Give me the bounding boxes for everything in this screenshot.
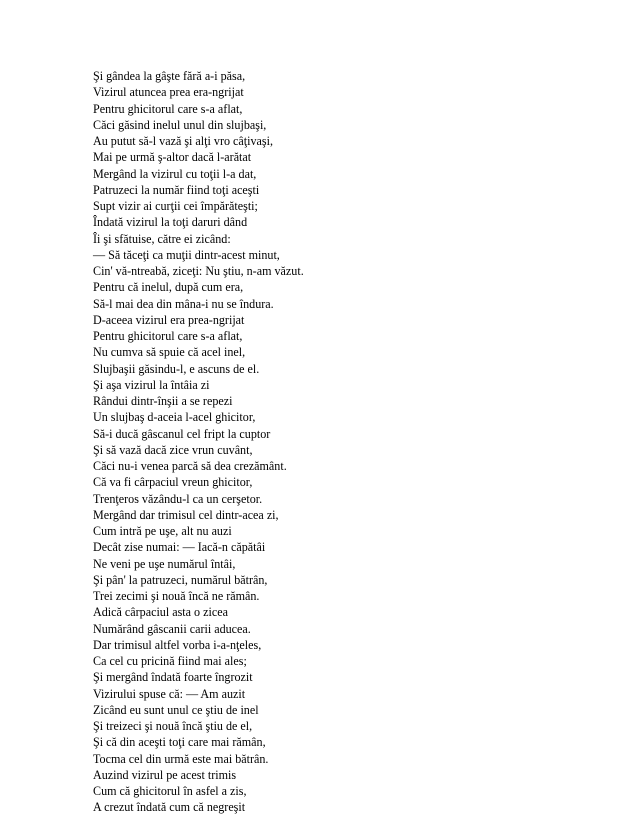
poem-line: Ca cel cu pricină fiind mai ales;: [93, 654, 247, 668]
poem-line: Să-l mai dea din mâna-i nu se îndura.: [93, 296, 274, 311]
poem-line: Slujbaşii găsindu-l, e ascuns de el.: [93, 361, 260, 376]
poem-line: Vizirului spuse că: — Am auzit: [93, 686, 246, 701]
poem-line: Cin' vă-ntreabă, ziceţi: Nu ştiu, n-am văzut.: [93, 264, 304, 278]
poem-line: Şi să vază dacă zice vrun cuvânt,: [93, 442, 253, 457]
poem-line: Îndată vizirul la toţi daruri dând: [93, 215, 248, 230]
poem-line: Trenţeros văzându-l ca un cerşetor.: [93, 491, 263, 506]
poem-line: Pentru ghicitorul care s-a aflat,: [93, 101, 243, 116]
poem-line: Şi gândea la gâşte fără a-i păsa,: [93, 69, 246, 83]
poem-line: Pentru că inelul, după cum era,: [93, 280, 244, 295]
poem-line: Un slujbaş d-aceia l-acel ghicitor,: [93, 410, 256, 425]
poem-line: Rândui dintr-înşii a se repezi: [93, 394, 233, 408]
poem-line: Şi mergând îndată foarte îngrozit: [93, 670, 253, 685]
poem-line: D-aceea vizirul era prea-ngrijat: [93, 312, 245, 327]
poem-line: Cum intră pe uşe, alt nu auzi: [93, 524, 232, 538]
poem-line: Tocma cel din urmă este mai bătrân.: [93, 751, 269, 766]
poem-line: Îi şi sfătuise, către ei zicând:: [93, 231, 231, 246]
poem-line: Zicând eu sunt unul ce ştiu de inel: [93, 702, 259, 717]
poem-line: Numărând gâscanii carii aducea.: [93, 621, 251, 636]
poem-text: [93, 68, 613, 816]
poem-line: Mergând dar trimisul cel dintr-acea zi,: [93, 507, 279, 522]
poem-line: Patruzeci la număr fiind toţi aceşti: [93, 182, 260, 197]
poem-line: Dar trimisul altfel vorba i-a-nţeles,: [93, 637, 262, 652]
poem-line: Căci nu-i venea parcă să dea crezământ.: [93, 459, 287, 473]
poem-line: Au putut să-l vază şi alţi vro câţivaşi,: [93, 134, 274, 148]
poem-line: Auzind vizirul pe acest trimis: [93, 767, 237, 782]
poem-line: Trei zecimi şi nouă încă ne rămân.: [93, 589, 260, 603]
poem-line: Pentru ghicitorul care s-a aflat,: [93, 329, 243, 343]
poem-line: Adică cârpaciul asta o zicea: [93, 605, 228, 620]
poem-line: Mai pe urmă ş-altor dacă l-arătat: [93, 150, 252, 165]
poem-line: Vizirul atuncea prea era-ngrijat: [93, 85, 244, 100]
poem-line: Nu cumva să spuie că acel inel,: [93, 345, 246, 360]
poem-line: Şi pân' la patruzeci, numărul bătrân,: [93, 572, 268, 587]
poem-line: Mergând la vizirul cu toţii l-a dat,: [93, 166, 257, 181]
poem-line: Că va fi cârpaciul vreun ghicitor,: [93, 475, 253, 490]
poem-line: Şi că din aceşti toţi care mai rămân,: [93, 735, 266, 750]
poem-line: Ne veni pe uşe numărul întâi,: [93, 556, 236, 571]
poem-line: — Să tăceţi ca muţii dintr-acest minut,: [93, 247, 280, 262]
poem-line: Căci găsind inelul unul din slujbaşi,: [93, 117, 267, 132]
poem-line: Şi aşa vizirul la întâia zi: [93, 377, 210, 392]
poem-line: Şi treizeci şi nouă încă ştiu de el,: [93, 719, 253, 733]
poem-line: Să-i ducă gâscanul cel fript la cuptor: [93, 426, 271, 441]
poem-line: Supt vizir ai curţii cei împărăteşti;: [93, 199, 258, 213]
poem-line: Cum că ghicitorul în asfel a zis,: [93, 784, 247, 798]
poem-line: Decât zise numai: — Iacă-n căpătâi: [93, 540, 266, 555]
poem-line: A crezut îndată cum că negreşit: [93, 800, 246, 815]
